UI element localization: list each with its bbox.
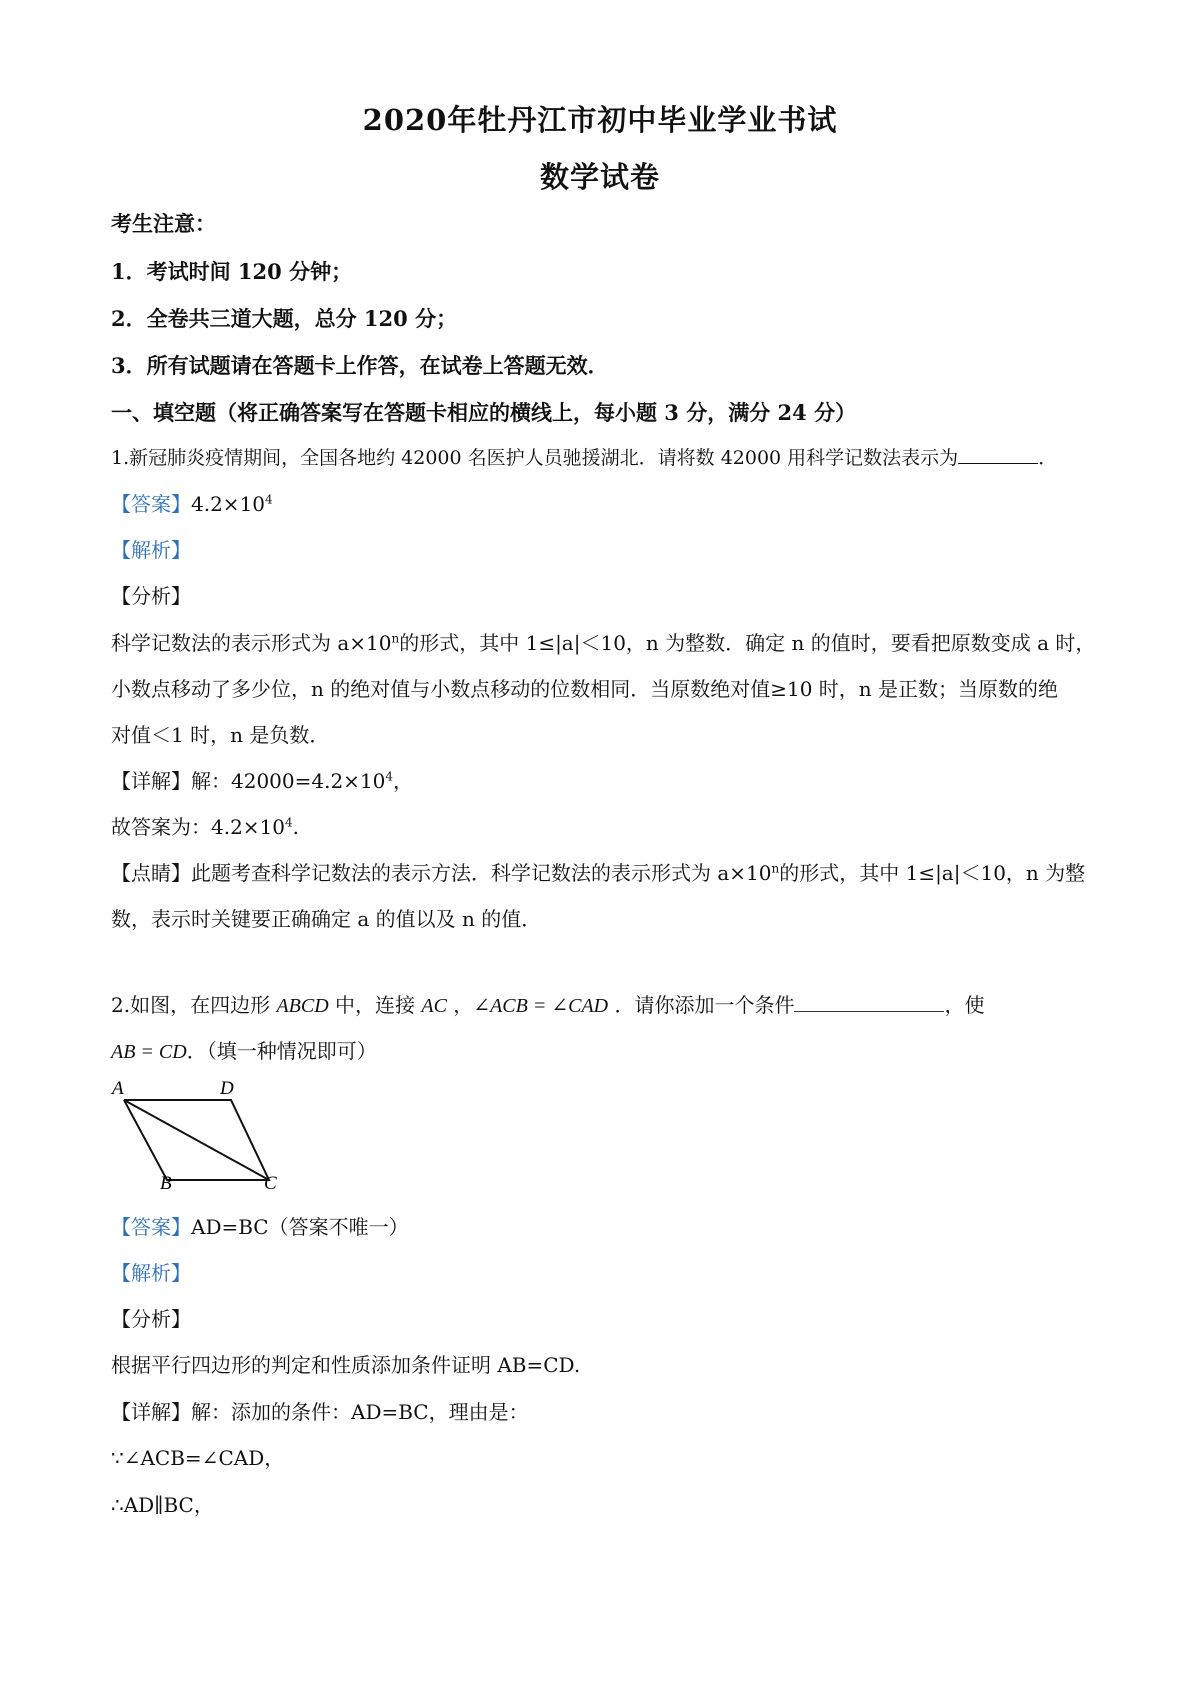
q1-conclusion	[111, 811, 299, 840]
notice-item-2: 2．全卷共三道大题，总分 120 分；	[111, 306, 458, 331]
notice-item-3: 3．所有试题请在答题卡上作答，在试卷上答题无效．	[111, 353, 609, 378]
q1-stem-text: 1.新冠肺炎疫情期间，全国各地约 42000 名医护人员驰援湖北．请将数 42000 用科学记数法表示为	[111, 447, 959, 469]
q1-jiexi-tag: 【解析】	[111, 538, 191, 562]
q2-quad-name: ABCD	[276, 995, 329, 1017]
q1-conclusion-exp: 4	[285, 815, 293, 830]
q2-stem-e: ，使	[944, 993, 985, 1017]
q2-answer-tag: 【答案】	[111, 1215, 191, 1239]
q1-stem-end: ．	[1038, 447, 1058, 469]
q2-answer-text: AD=BC（答案不唯一）	[191, 1215, 409, 1239]
q2-stem-line-2-text: ．（填一种情况即可）	[186, 1039, 377, 1063]
q1-answer	[111, 488, 273, 517]
q2-stem-line-2	[111, 1035, 377, 1064]
q2-fenxi-tag: 【分析】	[111, 1307, 191, 1331]
q1-analysis-1b: 的形式，其中 1≤|a|＜10，n 为整数．确定 n 的值时，要看把原数变成 a 时，	[399, 631, 1096, 655]
q1-answer-tag: 【答案】	[111, 492, 191, 516]
q2-answer	[111, 1211, 409, 1240]
q1-stem	[111, 443, 1057, 470]
q1-answer-blank	[958, 445, 1038, 464]
q2-stem-line-1	[111, 989, 984, 1018]
q1-detail	[111, 765, 413, 794]
vertex-label-c: C	[264, 1173, 277, 1191]
quadrilateral-figure	[108, 1076, 288, 1191]
q2-stem-a: 2.如图，在四边形	[111, 993, 277, 1017]
exam-title: 2020年牡丹江市初中毕业学业书试	[362, 103, 838, 137]
q2-target-equation: AB = CD	[111, 1041, 187, 1063]
q1-analysis-line-2: 小数点移动了多少位，n 的绝对值与小数点移动的位数相同．当原数绝对值≥10 时，n 是正数；当原数的绝	[111, 677, 1059, 701]
q1-comment-b: 的形式，其中 1≤|a|＜10，n 为整	[779, 861, 1086, 885]
q1-comment-line-1	[111, 857, 1085, 886]
q2-step-1: ∵∠ACB=∠CAD，	[111, 1446, 285, 1470]
q1-detail-b: ，	[393, 769, 414, 793]
q1-analysis-line-1	[111, 627, 1095, 656]
q1-detail-exp: 4	[385, 769, 394, 784]
q1-comment-a: 【点睛】此题考查科学记数法的表示方法．科学记数法的表示形式为 a×10	[111, 861, 772, 885]
q2-analysis: 根据平行四边形的判定和性质添加条件证明 AB=CD.	[111, 1353, 581, 1377]
q2-step-2: ∴AD∥BC，	[111, 1493, 214, 1517]
q1-analysis-1a: 科学记数法的表示形式为 a×10	[111, 631, 392, 655]
q1-conclusion-a: 故答案为：4.2×10	[111, 815, 286, 839]
notice-item-1: 1．考试时间 120 分钟；	[111, 259, 353, 284]
notice-heading: 考生注意：	[111, 211, 216, 236]
q1-answer-base: 4.2×10	[191, 492, 266, 516]
vertex-label-a: A	[112, 1078, 124, 1099]
exam-subtitle: 数学试卷	[539, 160, 660, 194]
vertex-label-b: B	[160, 1173, 172, 1191]
q1-comment-line-2: 数，表示时关键要正确确定 a 的值以及 n 的值．	[111, 907, 542, 931]
q2-detail: 【详解】解：添加的条件：AD=BC，理由是：	[111, 1400, 529, 1424]
q1-detail-a: 【详解】解：42000=4.2×10	[111, 769, 386, 793]
q1-answer-exp: 4	[265, 492, 273, 507]
vertex-label-d: D	[220, 1078, 234, 1099]
q2-angle-condition: ∠ACB = ∠CAD	[473, 995, 609, 1017]
q1-comment-exp: n	[771, 861, 780, 876]
q1-analysis-line-3: 对值＜1 时，n 是负数．	[111, 723, 330, 747]
q2-stem-d: ．请你添加一个条件	[608, 993, 795, 1017]
q1-conclusion-b: .	[292, 815, 300, 839]
q2-stem-c: ，	[446, 993, 474, 1017]
section-heading: 一、填空题（将正确答案写在答题卡相应的横线上，每小题 3 分，满分 24 分）	[111, 400, 857, 425]
q2-jiexi-tag: 【解析】	[111, 1261, 191, 1285]
q2-answer-blank	[794, 993, 944, 1012]
q2-stem-b: 中，连接	[328, 993, 422, 1017]
q1-analysis-exp: n	[391, 631, 400, 646]
q1-fenxi-tag: 【分析】	[111, 584, 191, 608]
q2-diagonal: AC	[421, 995, 447, 1017]
